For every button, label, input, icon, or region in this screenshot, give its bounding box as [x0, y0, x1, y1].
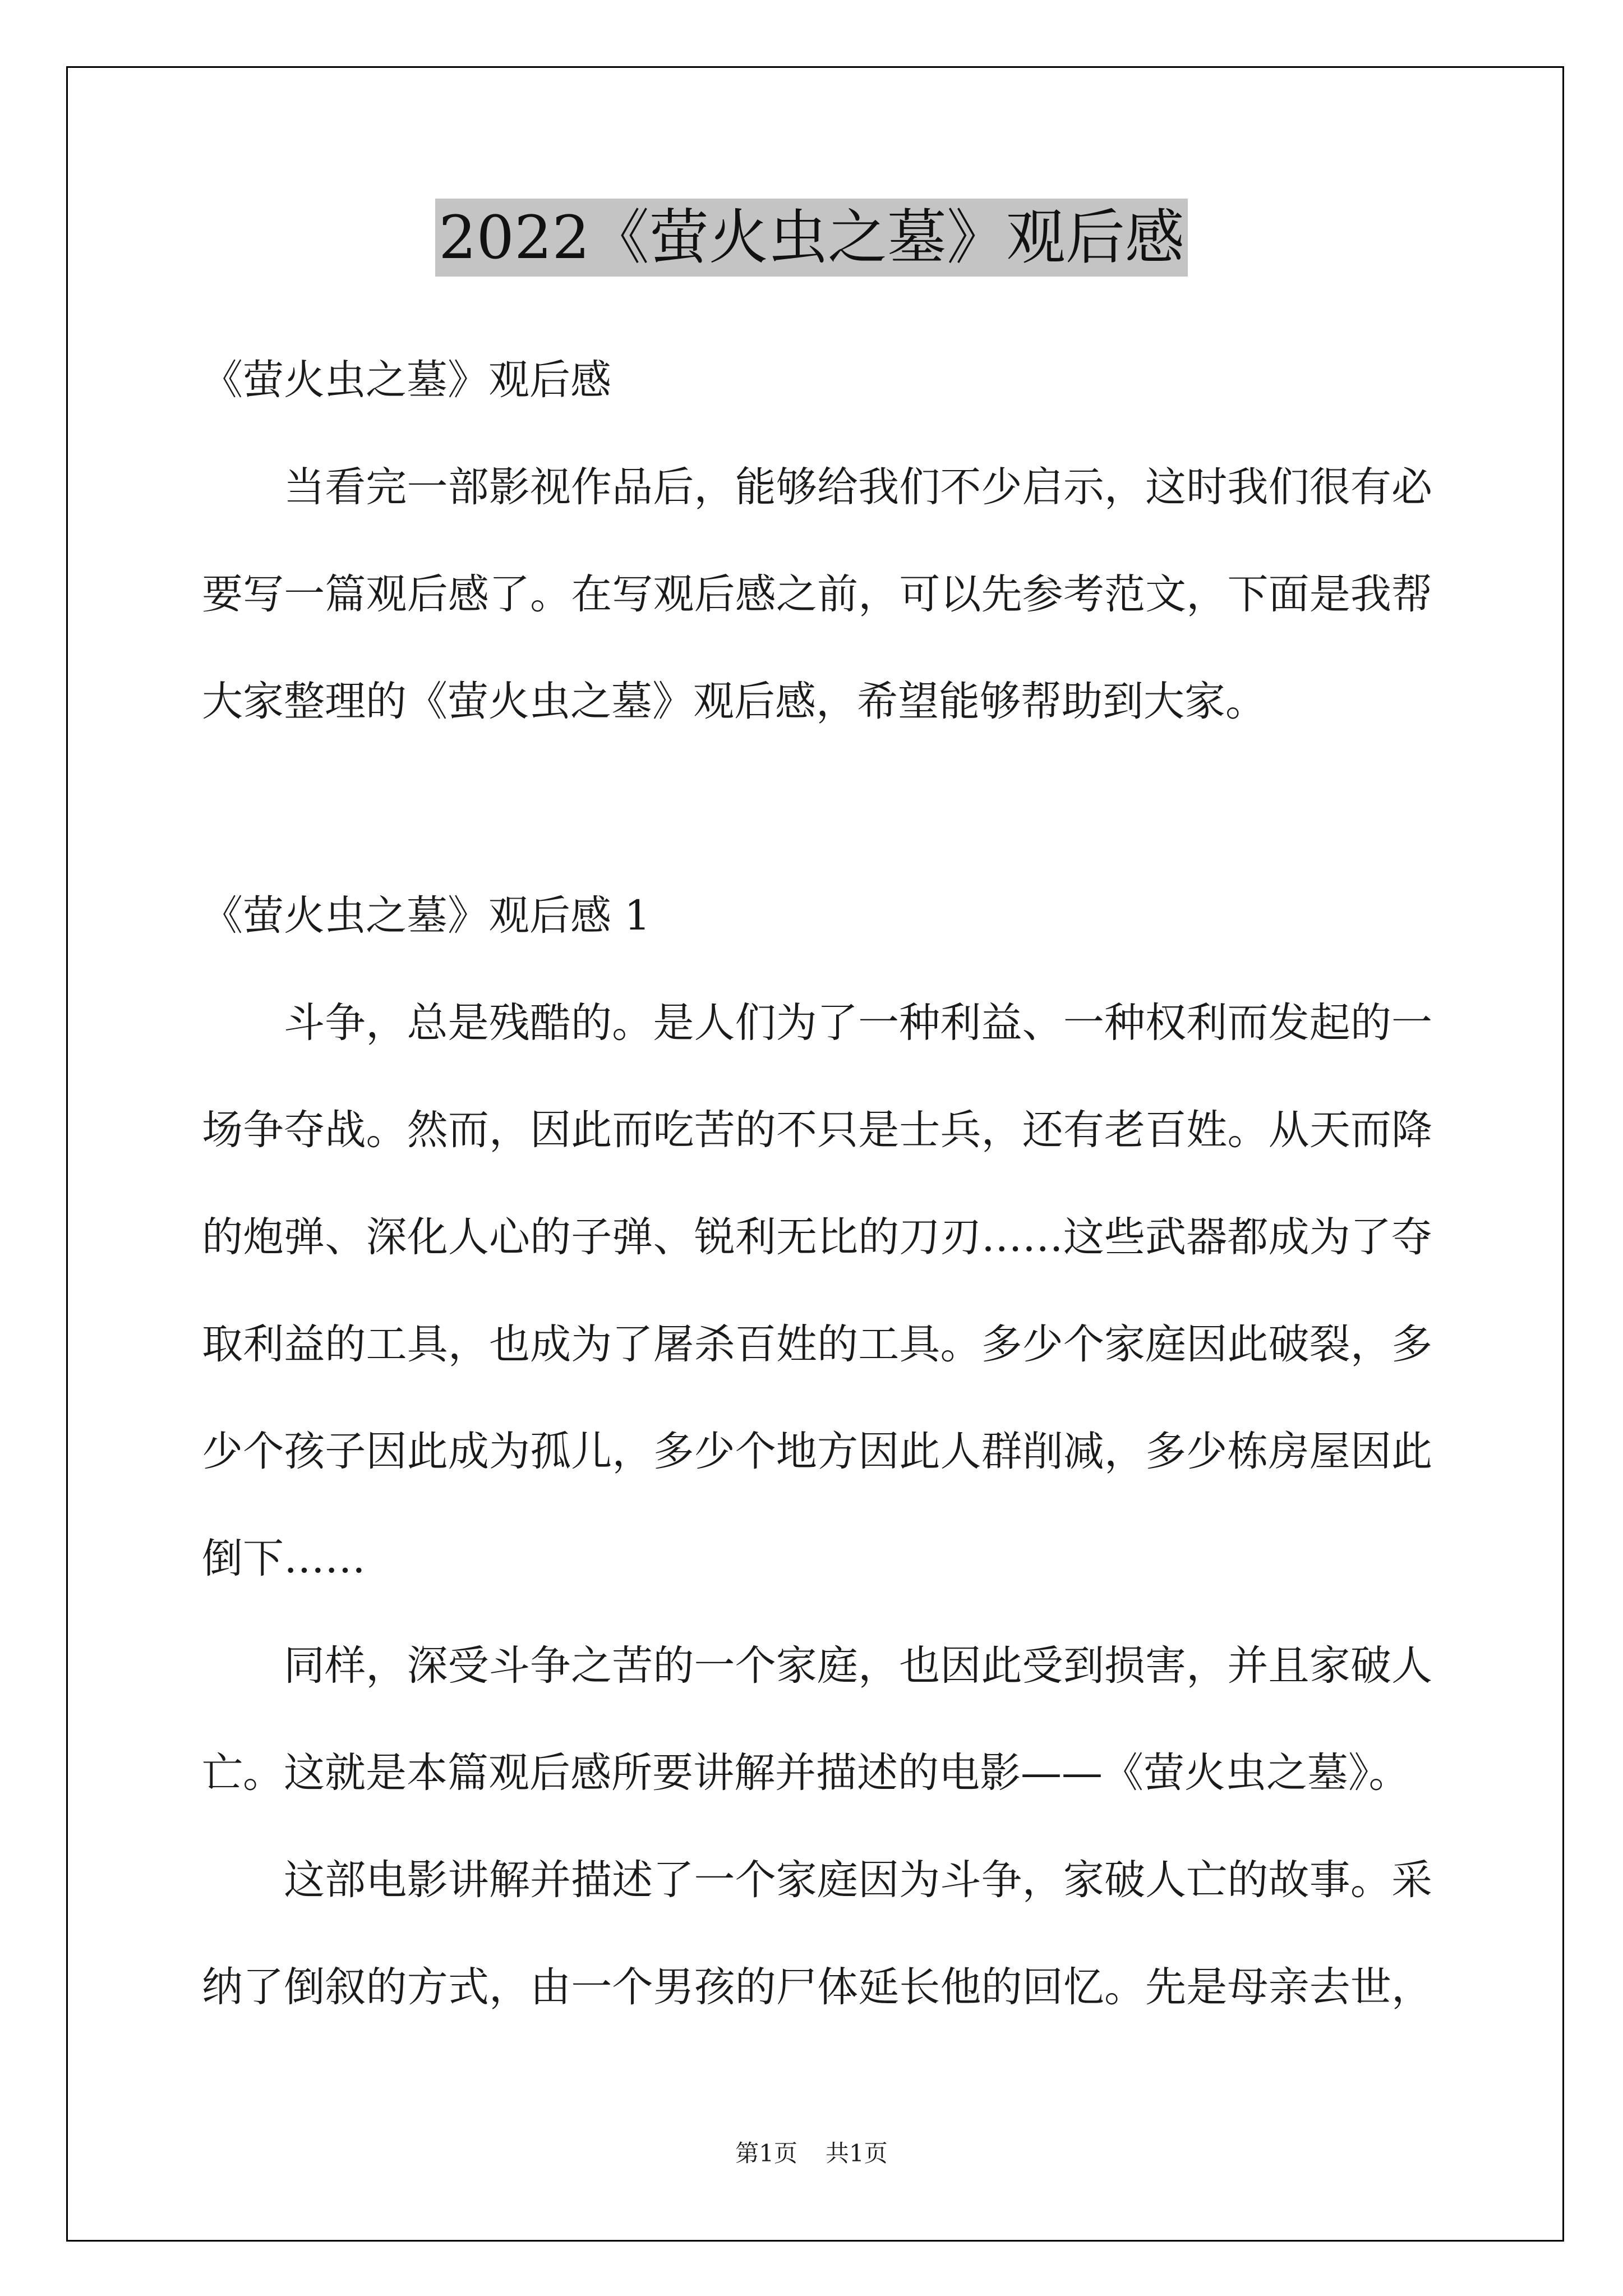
intro-line: 要写一篇观后感了。在写观后感之前，可以先参考范文，下面是我帮: [202, 570, 1432, 618]
paragraph-line: 同样，深受斗争之苦的一个家庭，也因此受到损害，并且家破人: [284, 1642, 1432, 1690]
paragraph-line: 亡。这就是本篇观后感所要讲解并描述的电影——《萤火虫之墓》。: [202, 1749, 1410, 1797]
page-total: 共1页: [826, 2139, 888, 2167]
document-subtitle: 《萤火虫之墓》观后感: [202, 356, 611, 404]
intro-line: 大家整理的《萤火虫之墓》观后感，希望能够帮助到大家。: [202, 678, 1266, 725]
paragraph-line: 这部电影讲解并描述了一个家庭因为斗争，家破人亡的故事。采: [284, 1856, 1432, 1904]
document-title: 2022《萤火虫之墓》观后感: [435, 199, 1188, 277]
paragraph-line: 少个孩子因此成为孤儿，多少个地方因此人群削减，多少栋房屋因此: [202, 1428, 1432, 1475]
title-block: [0, 199, 1623, 277]
paragraph-line: 斗争，总是残酷的。是人们为了一种利益、一种权利而发起的一: [284, 999, 1432, 1047]
page-footer: [0, 2138, 1623, 2169]
blank-line: [202, 755, 1432, 862]
paragraph-line: 场争夺战。然而，因此而吃苦的不只是士兵，还有老百姓。从天而降: [202, 1106, 1432, 1154]
document-body: [202, 326, 1432, 2041]
intro-line: 当看完一部影视作品后，能够给我们不少启示，这时我们很有必: [284, 463, 1432, 511]
paragraph-line: 倒下……: [202, 1535, 366, 1582]
page-number: 第1页: [735, 2139, 797, 2167]
paragraph-line: 取利益的工具，也成为了屠杀百姓的工具。多少个家庭因此破裂，多: [202, 1320, 1432, 1368]
paragraph-line: 纳了倒叙的方式，由一个男孩的尸体延长他的回忆。先是母亲去世，: [202, 1963, 1432, 2011]
section-heading: 《萤火虫之墓》观后感 1: [202, 892, 651, 940]
paragraph-line: 的炮弹、深化人心的子弹、锐利无比的刀刃……这些武器都成为了夺: [202, 1213, 1432, 1261]
